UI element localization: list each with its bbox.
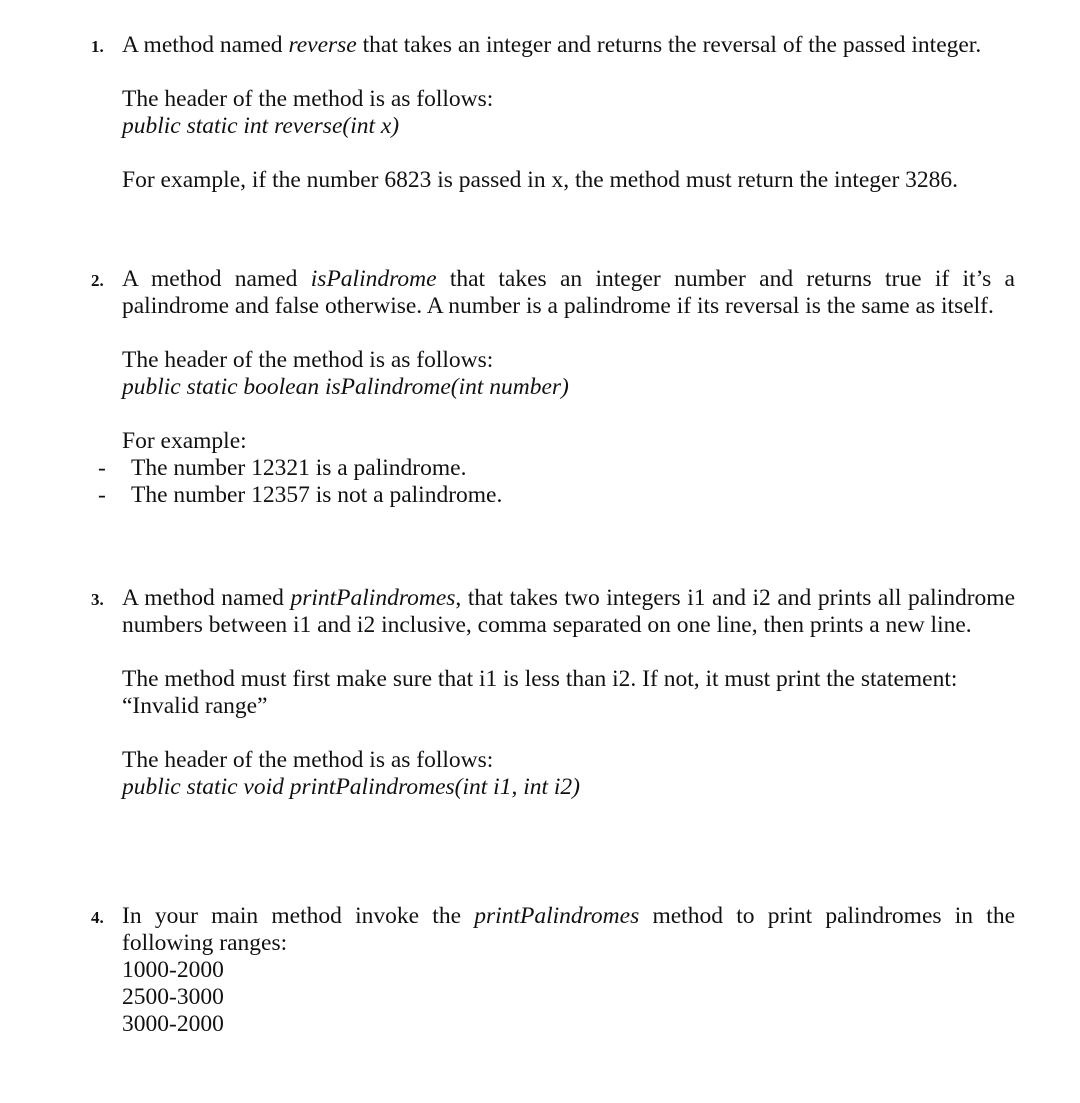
item-3-intro: A method named printPalindromes, that takes two integers i1 and i2 and prints all palindrome numbers between i1 and i2 inclusive, comma separated on one line, then prints a new line. [122,585,1015,638]
method-name-printpalindromes: printPalindromes [474,903,640,929]
item-number-3: 3. [91,590,104,609]
item-1-intro: A method named reverse that takes an integer and returns the reversal of the passed integer. [122,32,982,58]
method-name-printpalindromes: printPalindromes [290,585,456,611]
item-2-intro: A method named isPalindrome that takes an integer number and returns true if it’s a palindrome and false otherwise. A number is a palindrome if its reversal is the same as itself. [122,266,1015,319]
method-name-reverse: reverse [288,32,357,58]
range-check-text: The method must first make sure that i1 is less than i2. If not, it must print the statement: “Invalid range” [122,666,958,719]
list-item-1 [91,32,1015,194]
range-item: 2500-3000 [122,984,224,1010]
method-name-ispalindrome: isPalindrome [310,266,437,292]
method-signature-1: public static int reverse(int x) [122,113,400,139]
bullet-item: - The number 12357 is not a palindrome. [98,482,503,508]
item-number-4: 4. [91,908,104,927]
bullet-item: - The number 12321 is a palindrome. [98,455,467,481]
list-item-3 [91,585,1015,801]
range-item: 3000-2000 [122,1011,224,1037]
header-label-1: The header of the method is as follows: [122,86,494,112]
example-text-1: For example, if the number 6823 is passed in x, the method must return the integer 3286. [122,167,959,193]
item-number-2: 2. [91,271,104,290]
method-signature-2: public static boolean isPalindrome(int number) [122,374,569,400]
list-item-2 [91,266,1015,509]
method-signature-3: public static void printPalindromes(int i1, int i2) [122,774,580,800]
item-number-1: 1. [91,37,104,56]
range-item: 1000-2000 [122,957,224,983]
example-label-2: For example: [122,428,247,454]
item-4-intro: In your main method invoke the printPalindromes method to print palindromes in the following ranges: [122,903,1015,956]
list-item-4 [91,903,1015,1038]
bullet-dash: - [98,482,106,508]
header-label-2: The header of the method is as follows: [122,347,494,373]
bullet-dash: - [98,455,106,481]
header-label-3: The header of the method is as follows: [122,747,494,773]
